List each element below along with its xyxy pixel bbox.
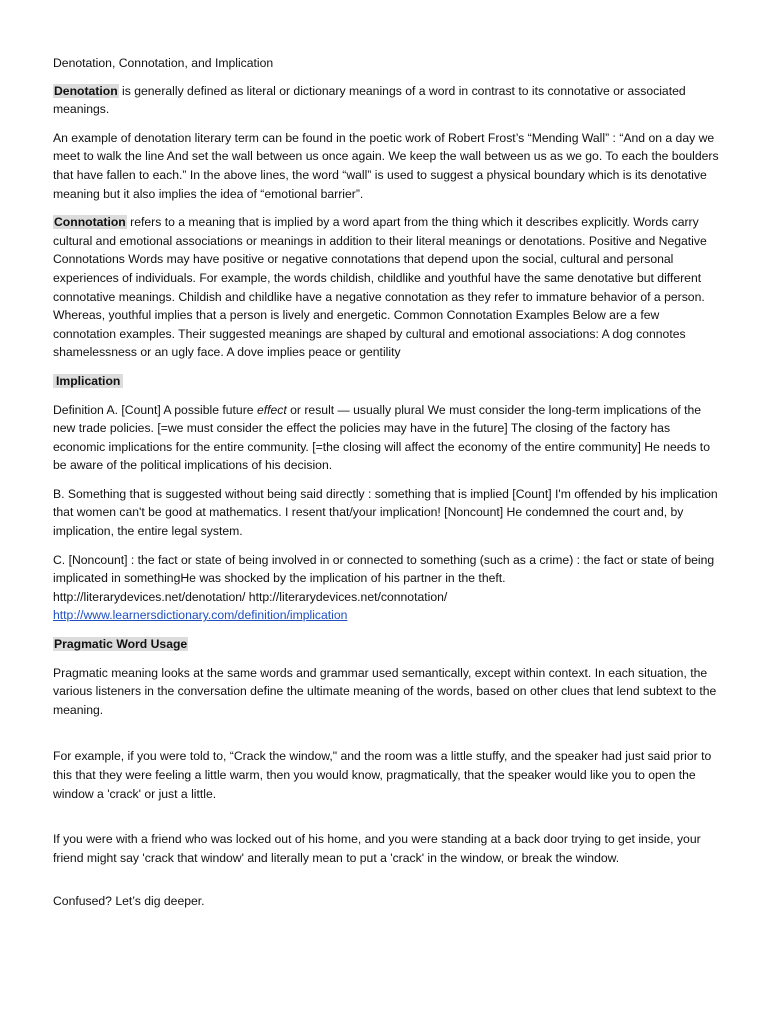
definition-c-example: He was shocked by the implication of his partner in the theft. <box>180 571 506 586</box>
blank-line <box>53 803 719 830</box>
connotation-example-1: A dog connotes shamelessness or an ugly face. <box>53 326 686 360</box>
implication-heading: Implication <box>53 374 123 388</box>
document-title: Denotation, Connotation, and Implication <box>53 56 274 70</box>
definition-a-example: We must consider the long-term implications of the new trade policies. [=we must consider the effect the policies may have in the future] <box>53 402 702 436</box>
definition-a-example: The closing of the factory has economic implications for the entire community. [=the closing will affect the economy of the entire community] <box>53 421 671 454</box>
definition-b-example: He condemned the court and, by implication, the entire legal system. <box>53 505 684 539</box>
pragmatic-paragraph-4: Confused? Let’s dig deeper. <box>53 894 205 909</box>
connotation-example-2: A dove implies peace or gentility <box>226 345 401 360</box>
blank-line <box>53 867 719 892</box>
implication-definition-a <box>53 401 719 475</box>
definition-b-example: I'm offended by his implication that women can't be good at mathematics. <box>53 486 718 520</box>
connotation-term: Connotation <box>54 215 126 230</box>
definition-a-text: Definition A. [Count] A possible future <box>53 402 257 417</box>
implication-heading-line <box>53 372 719 391</box>
connotation-paragraph <box>53 213 719 362</box>
denotation-definition-text: is generally defined as literal or dictionary meanings of a word in contrast to its connotative or associated meanings. <box>53 83 686 117</box>
denotation-definition <box>53 82 719 119</box>
definition-a-example: He needs to be aware of the political implications of his decision. <box>53 439 710 473</box>
definition-b-text: B. Something that is suggested without being said directly : something that is implied [Count] <box>53 486 555 501</box>
source-link-line <box>53 606 719 625</box>
document-body <box>53 54 719 911</box>
denotation-term: Denotation <box>54 83 118 98</box>
learners-dictionary-link[interactable]: http://www.learnersdictionary.com/definition/implication <box>53 608 348 623</box>
source-urls: http://literarydevices.net/denotation/ http://literarydevices.net/connotation/ <box>53 589 448 604</box>
implication-definition-c <box>53 551 719 588</box>
pragmatic-paragraph-1: Pragmatic meaning looks at the same words and grammar used semantically, except within context. In each situation, the various listeners in the conversation define the ultimate meaning of the words, based on other clues that lend subtext to the meaning. <box>53 665 717 717</box>
definition-a-text: or result — usually plural <box>286 402 428 417</box>
implication-definition-b <box>53 485 719 541</box>
pragmatic-heading-line <box>53 635 719 654</box>
blank-line <box>53 719 719 747</box>
pragmatic-paragraph-3: If you were with a friend who was locked out of his home, and you were standing at a back door trying to get inside, your friend might say 'crack that window' and literally mean to put a 'crack' in the window, or break the window. <box>53 832 701 865</box>
definition-c-text: C. [Noncount] : the fact or state of being involved in or connected to something (such as a crime) : the fact or state of being implicated in something <box>53 552 715 586</box>
definition-a-emphasis: effect <box>256 402 287 417</box>
pragmatic-heading: Pragmatic Word Usage <box>54 637 188 652</box>
denotation-example: An example of denotation literary term can be found in the poetic work of Robert Frost’s “Mending Wall” : “And on a day we meet to walk the line And set the wall between us once again. We keep the wall between us as we go. To each the boulders that have fallen to each.” In the above lines, the word “wall” is used to suggest a physical boundary which is its denotative meaning but it also implies the idea of “emotional barrier”. <box>53 130 719 201</box>
pragmatic-paragraph-2: For example, if you were told to, “Crack the window," and the room was a little stuffy, and the speaker had just said prior to this that they were feeling a little warm, then you would know, pragmatically, that the speaker would like you to open the window a 'crack' or just a little. <box>53 749 712 801</box>
definition-b-example: I resent that/your implication! [Noncount] <box>285 505 507 520</box>
connotation-text: refers to a meaning that is implied by a word apart from the thing which it describes explicitly. Words carry cultural and emotional associations or meanings in addition to their literal meanings or denotations. Positive and Negative Connotations Words may have positive or negative connotations that depend upon the social, cultural and personal experiences of individuals. For example, the words childish, childlike and youthful have the same denotative but different connotative meanings. Childish and childlike have a negative connotation as they refer to immature behavior of a person. Whereas, youthful implies that a person is lively and energetic. Common Connotation Examples Below are a few connotation examples. Their suggested meanings are shaped by cultural and emotional associations: <box>53 215 707 341</box>
